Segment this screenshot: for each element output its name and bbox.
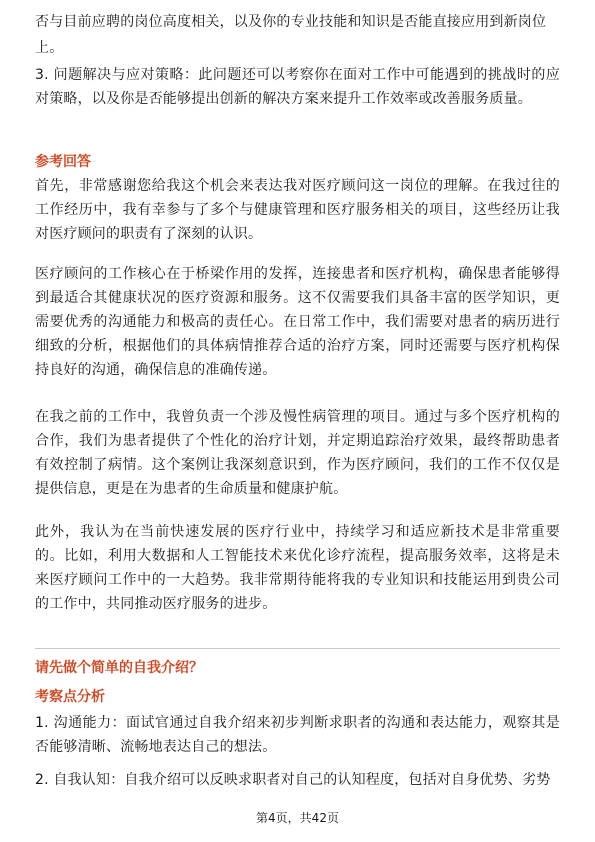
continuation-line-2: 上。 [35,40,64,56]
question-title: 请先做个简单的自我介绍？ [35,660,203,676]
analysis-point-1: 1. 沟通能力：面试官通过自我介绍来初步判断求职者的沟通和表达能力，观察其是否能够清晰、流畅地表达自己的想法。 [35,715,560,755]
analysis-point-2: 2. 自我认知：自我介绍可以反映求职者对自己的认知程度，包括对自身优势、劣势 [35,772,551,788]
answer-paragraph-4: 此外，我认为在当前快速发展的医疗行业中，持续学习和适应新技术是非常重要的。比如，利用大数据和人工智能技术来优化诊疗流程，提高服务效率，这将是未来医疗顾问工作中的一大趋势。我非常期待能将我的专业知识和技能运用到贵公司的工作中，共同推动医疗服务的进步。 [35,524,560,612]
section-divider [35,648,560,649]
page-number: 第4页，共42页 [256,811,339,825]
analysis-point-3: 3. 问题解决与应对策略：此问题还可以考察你在面对工作中可能遇到的挑战时的应对策略，以及你是否能够提出创新的解决方案来提升工作效率或改善服务质量。 [35,67,560,107]
answer-paragraph-1: 首先，非常感谢您给我这个机会来表达我对医疗顾问这一岗位的理解。在我过往的工作经历中，我有幸参与了多个与健康管理和医疗服务相关的项目，这些经历让我对医疗顾问的职责有了深刻的认识。 [35,178,560,242]
answer-paragraph-2: 医疗顾问的工作核心在于桥梁作用的发挥，连接患者和医疗机构，确保患者能够得到最适合其健康状况的医疗资源和服务。这不仅需要我们具备丰富的医学知识，更需要优秀的沟通能力和极高的责任心。在日常工作中，我们需要对患者的病历进行细致的分析，根据他们的具体病情推荐合适的治疗方案，同时还需要与医疗机构保持良好的沟通，确保信息的准确传递。 [35,266,560,378]
continuation-line-1: 否与目前应聘的岗位高度相关，以及你的专业技能和知识是否能直接应用到新岗位 [35,14,547,30]
answer-paragraph-3: 在我之前的工作中，我曾负责一个涉及慢性病管理的项目。通过与多个医疗机构的合作，我们为患者提供了个性化的治疗计划，并定期追踪治疗效果，最终帮助患者有效控制了病情。这个案例让我深刻意识到，作为医疗顾问，我们的工作不仅仅是提供信息，更是在为患者的生命质量和健康护航。 [35,409,560,497]
analysis-heading: 考察点分析 [35,689,105,705]
reference-answer-heading: 参考回答 [35,154,91,170]
